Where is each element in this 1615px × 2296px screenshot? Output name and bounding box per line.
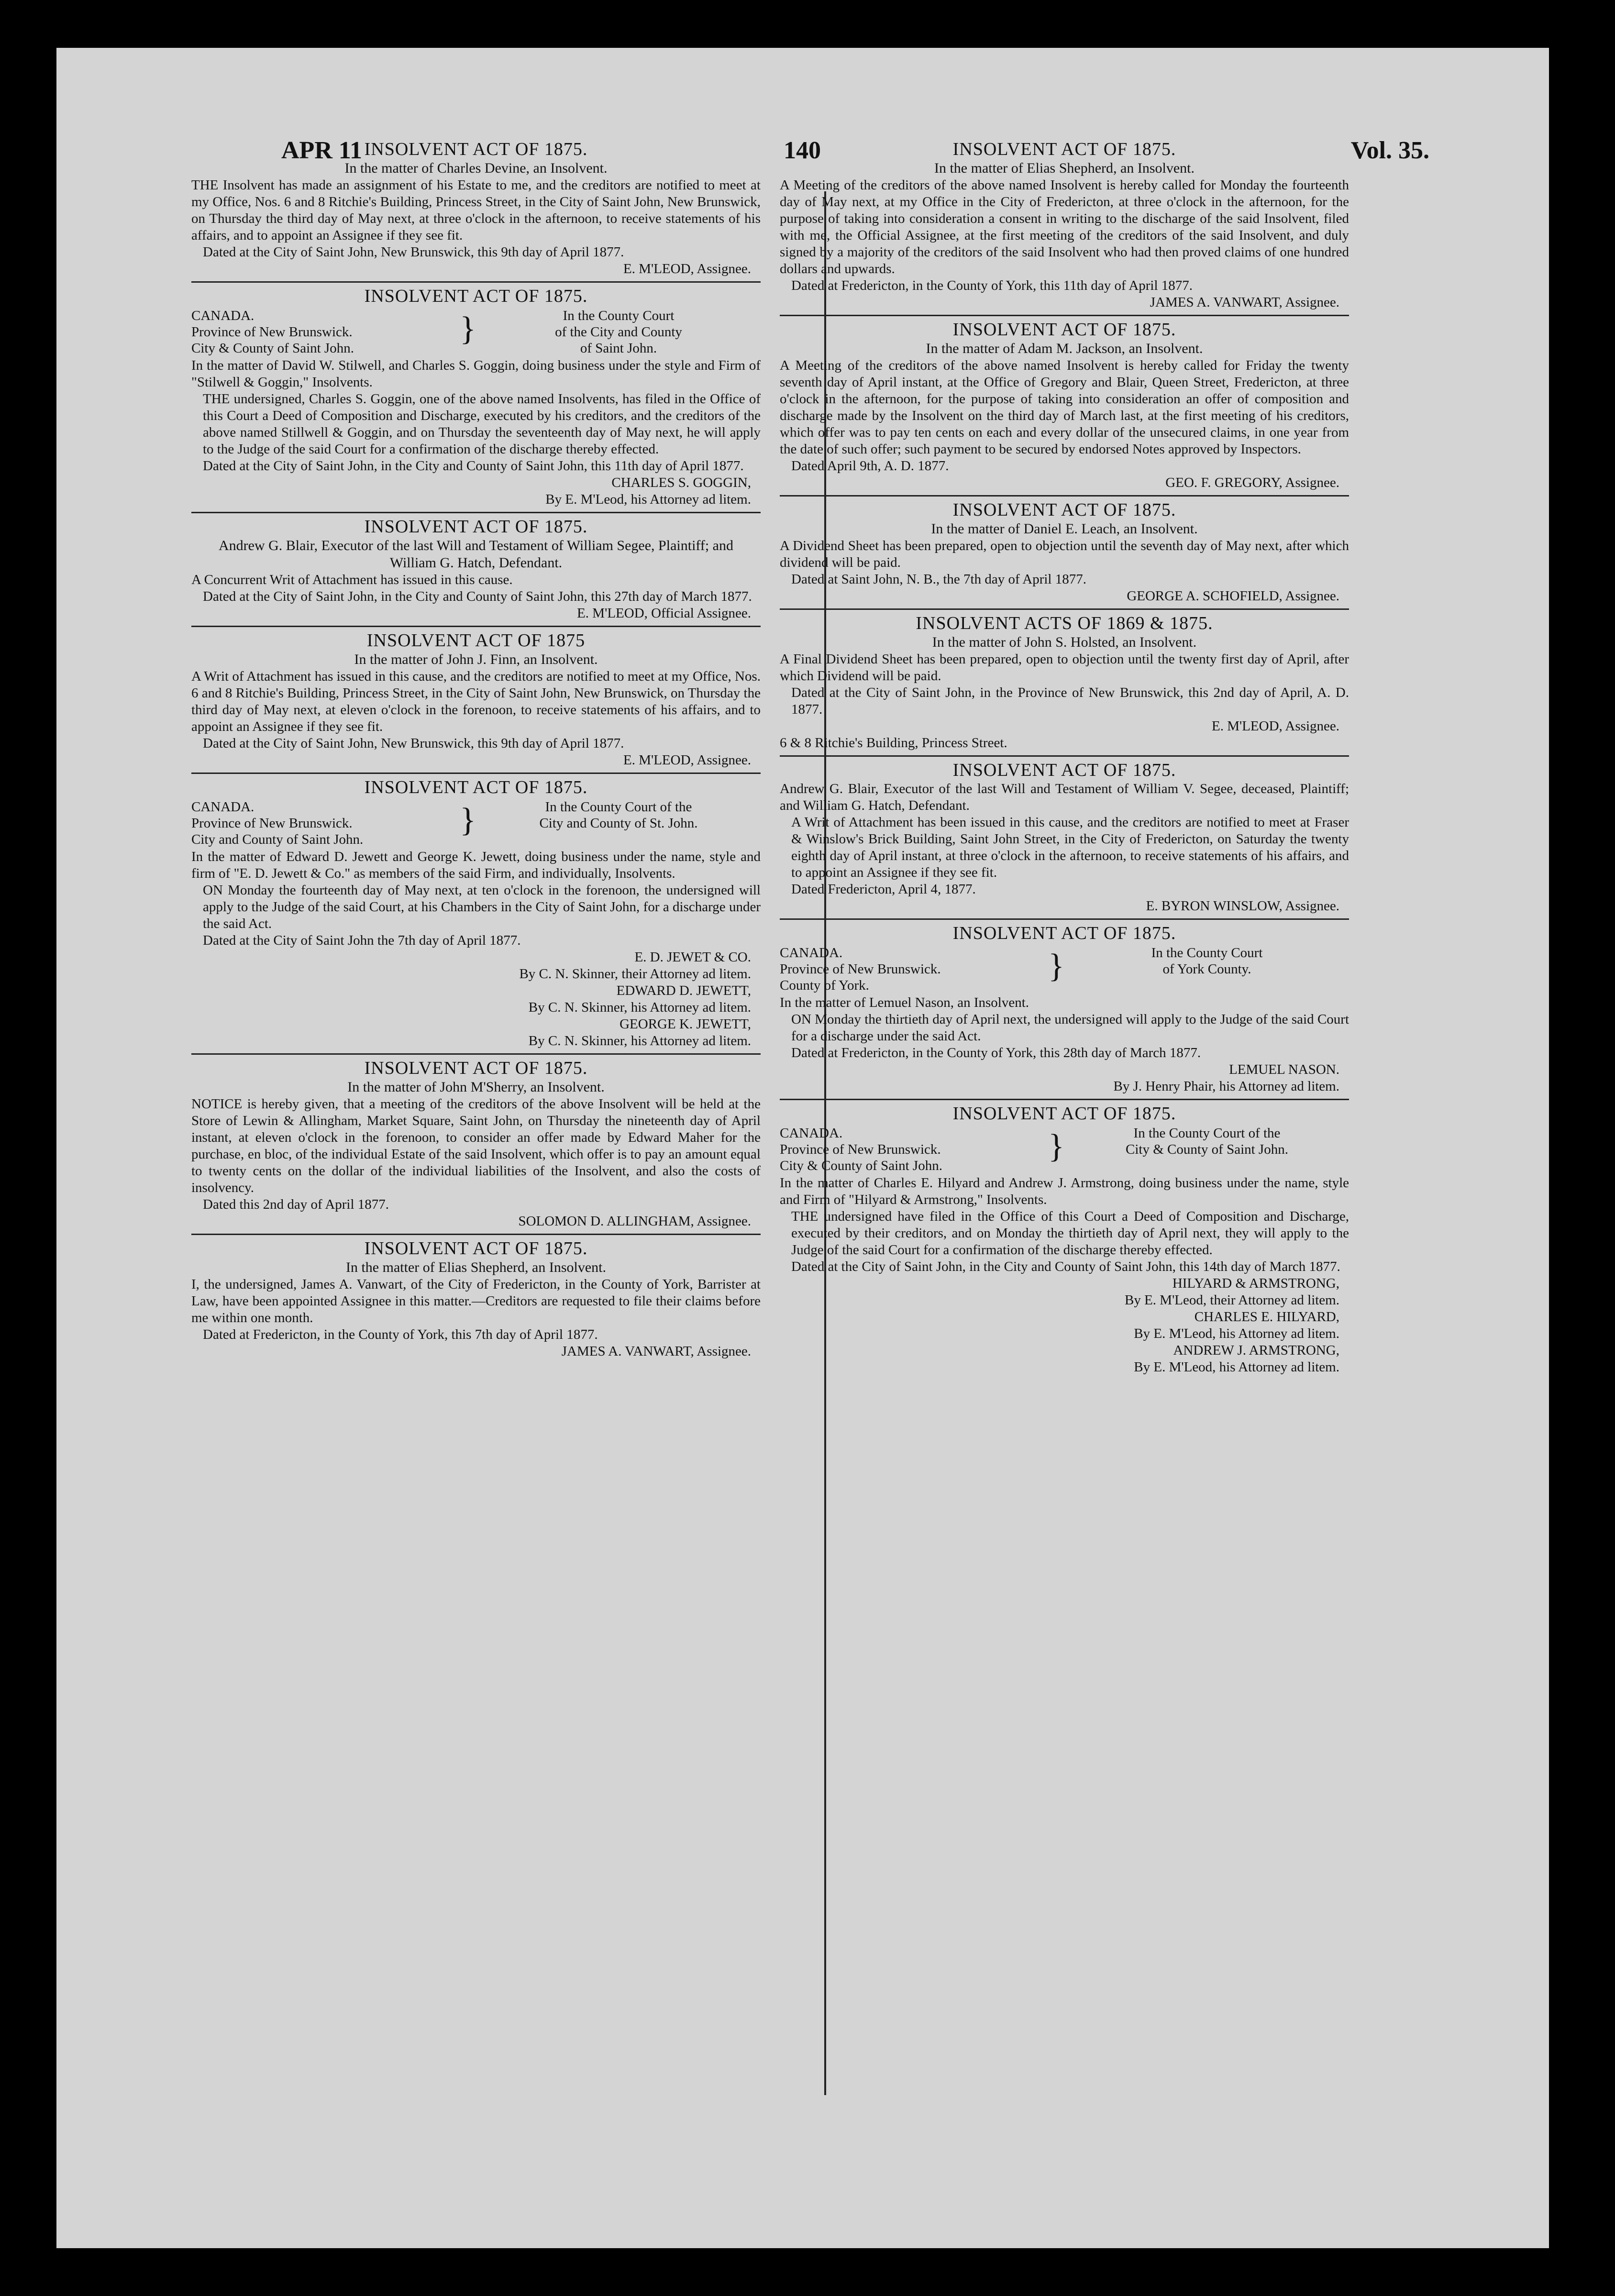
notice-paragraph: Dated at the City of Saint John, in the City and County of Saint John, this 11th day of April 1877. [203,458,744,474]
matter-line: In the matter of Adam M. Jackson, an Insolvent. [926,341,1203,356]
notice-title: INSOLVENT ACT OF 1875. [952,139,1176,159]
notice-paragraph: Dated at Fredericton, in the County of York, this 7th day of April 1877. [203,1327,598,1342]
notice-title: INSOLVENT ACT OF 1875. [952,320,1176,340]
notice-title: INSOLVENT ACT OF 1875. [364,286,588,306]
court-caption [780,1125,1349,1174]
header-volume: Vol. 35. [1350,137,1429,164]
signature-line: By C. N. Skinner, his Attorney ad litem. [528,1033,751,1049]
notice [780,139,1349,315]
notice-paragraph: Dated at the City of Saint John, in the Province of New Brunswick, this 2nd day of April, A. D. 1877. [791,685,1349,717]
notice-paragraph: Dated this 2nd day of April 1877. [203,1197,389,1212]
caption-line: Province of New Brunswick. [780,961,941,977]
signature-line: By E. M'Leod, his Attorney ad litem. [545,492,751,507]
signature-line: SOLOMON D. ALLINGHAM, Assignee. [518,1214,751,1229]
caption-line: Province of New Brunswick. [191,816,353,831]
left-column [191,139,761,2052]
notice-paragraph: A Final Dividend Sheet has been prepared, open to objection until the twenty first day of April, after which Dividend will be paid. [780,651,1349,684]
signature-line: By E. M'Leod, his Attorney ad litem. [1134,1359,1339,1375]
notice-paragraph: I, the undersigned, James A. Vanwart, of the City of Fredericton, in the County of York, Barrister at Law, have been appointed Assignee in this matter.—Creditors are requested to file their claims before me within one month. [191,1277,761,1325]
notice-paragraph: Dated at Saint John, N. B., the 7th day of April 1877. [791,572,1086,587]
caption-line: of York County. [1162,961,1251,977]
matter-line: Andrew G. Blair, Executor of the last Will and Testament of William Segee, Plaintiff; and [219,538,733,553]
signature-line: GEORGE A. SCHOFIELD, Assignee. [1127,588,1339,604]
matter-line: In the matter of Elias Shepherd, an Insolvent. [345,1259,606,1275]
court-caption [191,799,761,848]
signature-line: ANDREW J. ARMSTRONG, [1173,1343,1339,1358]
signature-line: JAMES A. VANWART, Assignee. [561,1344,751,1359]
caption-left [191,799,459,848]
notice-paragraph: Dated at the City of Saint John, in the City and County of Saint John, this 14th day of March 1877. [791,1259,1340,1274]
caption-line: City and County of St. John. [539,816,698,831]
notice-paragraph: In the matter of Charles E. Hilyard and Andrew J. Armstrong, doing business under the name, style and Firm of "Hilyard & Armstrong," Insolvents. [780,1175,1349,1207]
caption-line: Province of New Brunswick. [191,324,353,340]
caption-line: City & County of Saint John. [1126,1142,1288,1157]
notice-paragraph: Dated at Fredericton, in the County of York, this 11th day of April 1877. [791,278,1193,293]
caption-brace-icon: } [460,802,476,839]
signature-line: GEORGE K. JEWETT, [619,1016,751,1032]
notice-paragraph: A Meeting of the creditors of the above named Insolvent is hereby called for Monday the fourteenth day of May next, at my Office in the City of Fredericton, at three o'clock in the afternoon, for the purpose of taking into consideration a consent in writing to the discharge of the said Insolvent, filed with me, the Official Assignee, at the first meeting of the creditors of the said Insolvent, and duly signed by a majority of the creditors of the said Insolvent who had then proved claims of one hundred dollars and upwards. [780,177,1349,276]
notice-paragraph: Dated at Fredericton, in the County of York, this 28th day of March 1877. [791,1045,1201,1060]
signature-line: By C. N. Skinner, their Attorney ad litem. [519,966,751,982]
notice [191,139,761,281]
notice-title: INSOLVENT ACT OF 1875. [952,1104,1176,1124]
notice-title: INSOLVENT ACTS OF 1869 & 1875. [916,613,1213,633]
notice [191,281,761,512]
matter-line: William G. Hatch, Defendant. [389,555,563,571]
caption-right [476,799,761,848]
notice-title: INSOLVENT ACT OF 1875. [364,1238,588,1258]
signature-line: CHARLES S. GOGGIN, [611,475,751,490]
notice-paragraph: THE Insolvent has made an assignment of his Estate to me, and the creditors are notified to meet at my Office, Nos. 6 and 8 Ritchie's Building, Princess Street, in the City of Saint John, New Brunswick, on Thursday the third day of May next, at three o'clock in the afternoon, to receive statements of his affairs, and to appoint an Assignee if they see fit. [191,177,761,243]
notice-paragraph: THE undersigned, Charles S. Goggin, one of the above named Insolvents, has filed in the Office of this Court a Deed of Composition and Discharge, executed by his creditors, and the creditors of the above named Stillwell & Goggin, and on Thursday the seventeenth day of May next, he will apply to the Judge of the said Court for a confirmation of the discharge thereby effected. [203,391,761,457]
notice-paragraph: Andrew G. Blair, Executor of the last Will and Testament of William V. Segee, deceased, Plaintiff; and William G. Hatch, Defendant. [780,781,1349,813]
signature-line: By E. M'Leod, their Attorney ad litem. [1124,1292,1339,1308]
notice-title: INSOLVENT ACT OF 1875. [364,1058,588,1078]
header-date: APR 11 [281,137,362,164]
notice [780,1099,1349,1380]
signature-line: E. M'LEOD, Official Assignee. [577,606,751,621]
notice-paragraph: A Concurrent Writ of Attachment has issued in this cause. [191,572,513,587]
notice-paragraph: Dated at the City of Saint John the 7th day of April 1877. [203,933,521,948]
notice [191,626,761,773]
court-caption [191,308,761,356]
right-column [780,139,1349,2052]
notice [191,1053,761,1234]
signature-line: E. BYRON WINSLOW, Assignee. [1146,898,1339,914]
notice-title: INSOLVENT ACT OF 1875 [366,630,586,651]
notice-title: INSOLVENT ACT OF 1875. [952,923,1176,943]
caption-line: In the County Court of the [1133,1126,1281,1141]
notice-title: INSOLVENT ACT OF 1875. [952,500,1176,520]
notice-title: INSOLVENT ACT OF 1875. [952,760,1176,780]
notice-paragraph: ON Monday the fourteenth day of May next, at ten o'clock in the forenoon, the undersigned will apply to the Judge of the said Court, at his Chambers in the City of Saint John, for a discharge under the said Act. [203,883,761,931]
caption-line: City & County of Saint John. [780,1158,942,1173]
signature-line: By J. Henry Phair, his Attorney ad litem. [1113,1079,1339,1094]
matter-line: In the matter of Charles Devine, an Insolvent. [344,160,608,176]
signature-line: CHARLES E. HILYARD, [1194,1309,1339,1325]
caption-right [1065,1125,1349,1174]
notice-title: INSOLVENT ACT OF 1875. [364,139,588,159]
notice [780,315,1349,495]
caption-left [780,945,1048,993]
caption-brace-icon: } [460,310,476,347]
signature-line: GEO. F. GREGORY, Assignee. [1165,475,1339,490]
notice-title: INSOLVENT ACT OF 1875. [364,777,588,797]
caption-brace-icon: } [1048,948,1064,984]
notice-paragraph: In the matter of Edward D. Jewett and George K. Jewett, doing business under the name, style and firm of "E. D. Jewett & Co." as members of the said Firm, and individually, Insolvents. [191,849,761,881]
notice [191,773,761,1053]
caption-line: of Saint John. [580,341,657,356]
notice-title: INSOLVENT ACT OF 1875. [364,517,588,537]
caption-line: of the City and County [555,324,682,340]
caption-line: In the County Court [1151,945,1263,960]
caption-line: CANADA. [780,945,843,960]
signature-line: HILYARD & ARMSTRONG, [1172,1276,1339,1291]
notice-paragraph: A Writ of Attachment has issued in this cause, and the creditors are notified to meet at my Office, Nos. 6 and 8 Ritchie's Building, Princess Street, in the City of Saint John, New Brunswick, on Thursday the third day of May next, at eleven o'clock in the forenoon, to receive statements of his affairs, and to appoint an Assignee if they see fit. [191,669,761,734]
signature-line: E. M'LEOD, Assignee. [623,752,751,768]
matter-line: In the matter of John S. Holsted, an Insolvent. [932,634,1197,650]
notice-paragraph: NOTICE is hereby given, that a meeting of the creditors of the above Insolvent will be held at the Store of Lewin & Allingham, Market Square, Saint John, on Thursday the nineteenth day of April instant, at eleven o'clock in the forenoon, to consider an offer made by Edward Maher for the purchase, en bloc, of the individual Estate of the said Insolvent, which offer is to pay an amount equal to twenty cents on the dollar of the individual liabilities of the Insolvent, and also the costs of insolvency. [191,1096,761,1195]
court-caption [780,945,1349,993]
notice-paragraph: A Meeting of the creditors of the above named Insolvent is hereby called for Friday the twenty seventh day of April instant, at the Office of Gregory and Blair, Queen Street, Fredericton, at three o'clock in the afternoon, for the purpose of taking into consideration an offer of composition and discharge made by the Insolvent on the third day of March last, at the first meeting of his creditors, which offer was to pay ten cents on each and every dollar of the unsecured claims, in one year from the date of such offer; such payment to be secured by endorsed Notes approved by Inspectors. [780,358,1349,457]
notice [780,755,1349,918]
notice-paragraph: In the matter of David W. Stilwell, and Charles S. Goggin, doing business under the style and Firm of "Stilwell & Goggin," Insolvents. [191,358,761,390]
signature-line: By C. N. Skinner, his Attorney ad litem. [528,1000,751,1015]
notice-paragraph: Dated at the City of Saint John, New Brunswick, this 9th day of April 1877. [203,736,624,751]
caption-line: Province of New Brunswick. [780,1142,941,1157]
matter-line: In the matter of John M'Sherry, an Insolvent. [347,1079,605,1095]
signature-line: E. M'LEOD, Assignee. [623,261,751,276]
notice-paragraph: In the matter of Lemuel Nason, an Insolvent. [780,995,1029,1010]
header-page-number: 140 [784,137,821,164]
caption-line: CANADA. [780,1126,843,1141]
caption-line: CANADA. [191,799,254,815]
caption-line: County of York. [780,978,869,993]
caption-left [191,308,459,356]
signature-line: JAMES A. VANWART, Assignee. [1150,295,1339,310]
notice-paragraph: ON Monday the thirtieth day of April next, the undersigned will apply to the Judge of the said Court for a discharge under the said Act. [791,1012,1349,1044]
caption-line: In the County Court of the [545,799,692,815]
caption-brace-icon: } [1048,1128,1064,1165]
matter-line: In the matter of Elias Shepherd, an Insolvent. [934,160,1195,176]
caption-right [1065,945,1349,993]
signature-line: E. D. JEWET & CO. [634,949,751,965]
notice-paragraph: A Dividend Sheet has been prepared, open to objection until the seventh day of May next, after which dividend will be paid. [780,538,1349,570]
caption-left [780,1125,1048,1174]
caption-line: In the County Court [563,308,675,323]
notice [191,1234,761,1364]
caption-line: City & County of Saint John. [191,341,354,356]
signature-line: By E. M'Leod, his Attorney ad litem. [1134,1326,1339,1341]
notice-paragraph: Dated April 9th, A. D. 1877. [791,458,949,474]
notice [780,918,1349,1099]
notice-paragraph: A Writ of Attachment has been issued in this cause, and the creditors are notified to meet at Fraser & Winslow's Brick Building, Saint John Street, in the City of Fredericton, on Saturday the twenty eighth day of April instant, at three o'clock in the afternoon, to receive statements of his affairs, and to appoint an Assignee if they see fit. [791,815,1349,880]
signature-line: LEMUEL NASON. [1229,1062,1339,1077]
caption-right [476,308,761,356]
signature-line: EDWARD D. JEWETT, [616,983,751,998]
notice-paragraph: Dated at the City of Saint John, in the City and County of Saint John, this 27th day of March 1877. [203,589,752,604]
caption-line: City and County of Saint John. [191,832,364,847]
notice-paragraph: THE undersigned have filed in the Office of this Court a Deed of Composition and Discharge, executed by their creditors, and on Monday the thirtieth day of April next, they will apply to the Judge of the said Court for a confirmation of the discharge thereby effected. [791,1209,1349,1258]
notice [780,608,1349,755]
matter-line: In the matter of John J. Finn, an Insolvent. [354,651,598,667]
address-line: 6 & 8 Ritchie's Building, Princess Street. [780,735,1007,751]
notice [191,512,761,626]
matter-line: In the matter of Daniel E. Leach, an Insolvent. [931,521,1198,537]
caption-line: CANADA. [191,308,254,323]
notice-paragraph: Dated Fredericton, April 4, 1877. [791,882,976,897]
notice [780,495,1349,608]
signature-line: E. M'LEOD, Assignee. [1211,718,1339,734]
notice-paragraph: Dated at the City of Saint John, New Brunswick, this 9th day of April 1877. [203,244,624,260]
